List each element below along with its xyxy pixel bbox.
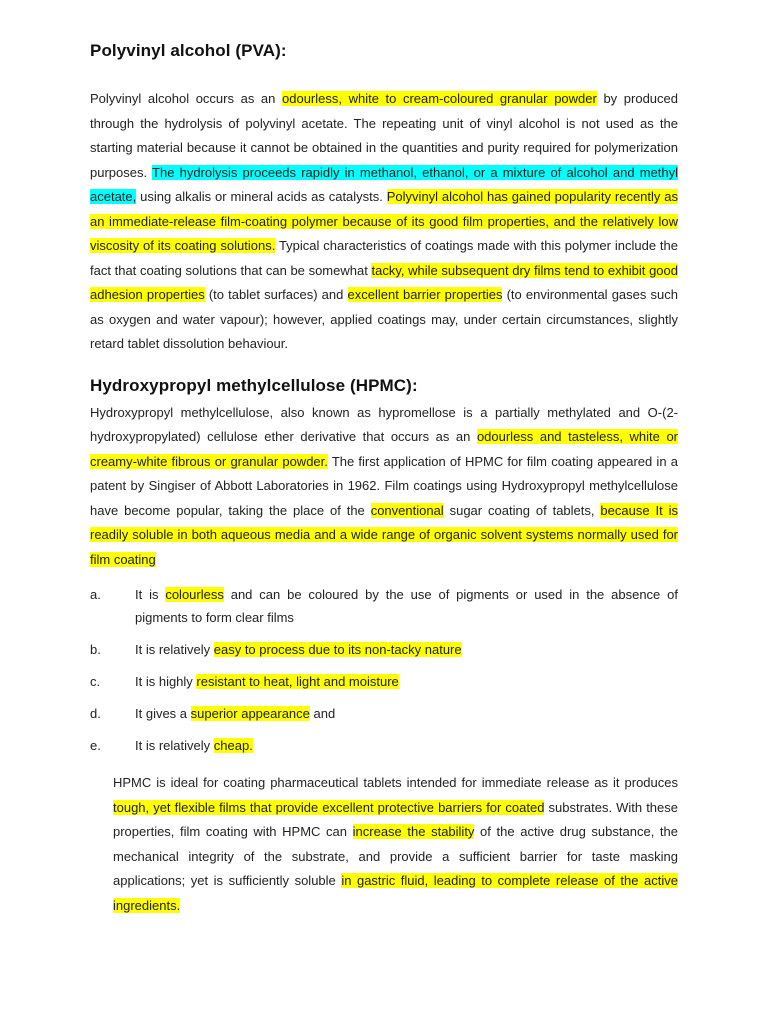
body-text: substrates. With these properties, film coating with HPMC can xyxy=(113,799,678,839)
list-marker: b. xyxy=(90,642,101,657)
body-text: It is xyxy=(135,587,166,602)
highlighted-text: conventional xyxy=(370,502,444,518)
highlighted-text: colourless xyxy=(165,587,224,602)
pva-heading: Polyvinyl alcohol (PVA): xyxy=(90,41,287,60)
body-text: It is highly xyxy=(135,674,197,689)
pva-paragraph xyxy=(90,87,678,357)
list-marker: c. xyxy=(90,674,101,689)
body-text: HPMC is ideal for coating pharmaceutical tablets intended for immediate release as it produces xyxy=(113,775,678,790)
highlighted-text: resistant to heat, light and moisture xyxy=(196,674,399,689)
highlighted-text: cheap. xyxy=(213,738,253,753)
highlighted-text-cyan: The hydrolysis proceeds rapidly in methanol, ethanol, or a mixture of alcohol and methyl acetate, xyxy=(90,164,679,204)
list-item-text xyxy=(135,674,399,689)
list-marker: d. xyxy=(90,706,101,721)
body-text: (to environmental gases such as oxygen and water vapour); however, applied coatings may, under certain circumstances, slightly retard tablet dissolution behaviour. xyxy=(90,287,678,351)
highlighted-text: in gastric fluid, leading to complete release of the active ingredients. xyxy=(113,873,678,913)
body-text: Polyvinyl alcohol occurs as an xyxy=(90,91,282,106)
body-text: The first application of HPMC for film coating appeared in a patent by Singiser of Abbott Laboratories in 1962. Film coatings using Hydroxypropyl methylcellulose have become popular, taking the place of the xyxy=(90,453,678,518)
list-marker: a. xyxy=(90,587,101,602)
highlighted-text: because It is readily soluble in both aqueous media and a wide range of organic solvent systems normally used for film coating xyxy=(90,502,678,567)
body-text: sugar coating of tablets, xyxy=(443,502,601,518)
hpmc-paragraph xyxy=(90,401,678,573)
list-item xyxy=(90,670,678,693)
document-page xyxy=(90,38,678,918)
body-text: Hydroxypropyl methylcellulose, also known as hypromellose is a partially methylated and O-(2-hydroxypropylated) cellulose ether derivative that occurs as an xyxy=(90,404,678,444)
highlighted-text: odourless and tasteless, white or creamy-white fibrous or granular powder. xyxy=(90,429,678,469)
highlighted-text: superior appearance xyxy=(190,706,310,721)
body-text: and can be coloured by the use of pigments or used in the absence of pigments to form clear films xyxy=(135,587,678,625)
body-text: using alkalis or mineral acids as catalysts. xyxy=(136,189,387,204)
highlighted-text: tacky, while subsequent dry films tend to exhibit good adhesion properties xyxy=(90,262,678,302)
highlighted-text: excellent barrier properties xyxy=(347,287,503,302)
body-text: It gives a xyxy=(135,706,191,721)
highlighted-text: increase the stability xyxy=(352,824,475,839)
list-item xyxy=(90,702,678,725)
list-item xyxy=(90,734,678,757)
body-text: and xyxy=(309,706,336,721)
highlighted-text: odourless, white to cream-coloured granular powder xyxy=(282,91,597,106)
highlighted-text: tough, yet flexible films that provide excellent protective barriers for coated xyxy=(113,799,545,815)
body-text: of the active drug substance, the mechanical integrity of the substrate, and provide a sufficient barrier for taste masking applications; yet is sufficiently soluble xyxy=(113,824,678,888)
body-text: It is relatively xyxy=(135,642,214,657)
highlighted-text: Polyvinyl alcohol has gained popularity recently as an immediate-release film-coating polymer because of its good film properties, and the relatively low viscosity of its coating solutions. xyxy=(90,189,679,253)
list-marker: e. xyxy=(90,738,101,753)
list-item-text xyxy=(135,642,462,657)
list-item xyxy=(90,583,678,629)
body-text: by produced through the hydrolysis of polyvinyl acetate. The repeating unit of vinyl alcohol is not used as the starting material because it cannot be obtained in the quantities and purity required for polymerization purposes. xyxy=(90,91,678,180)
list-item-text xyxy=(112,583,678,629)
hpmc-closing-paragraph xyxy=(90,771,678,918)
hpmc-properties-list xyxy=(90,583,678,757)
list-item xyxy=(90,638,678,661)
list-item-text xyxy=(135,738,253,753)
body-text: Typical characteristics of coatings made with this polymer include the fact that coating solutions that can be somewhat xyxy=(90,238,679,278)
hpmc-heading: Hydroxypropyl methylcellulose (HPMC): xyxy=(90,375,418,395)
body-text: It is relatively xyxy=(135,738,214,753)
body-text: (to tablet surfaces) and xyxy=(204,287,348,302)
list-item-text xyxy=(135,706,335,721)
highlighted-text: easy to process due to its non-tacky nature xyxy=(213,642,462,657)
